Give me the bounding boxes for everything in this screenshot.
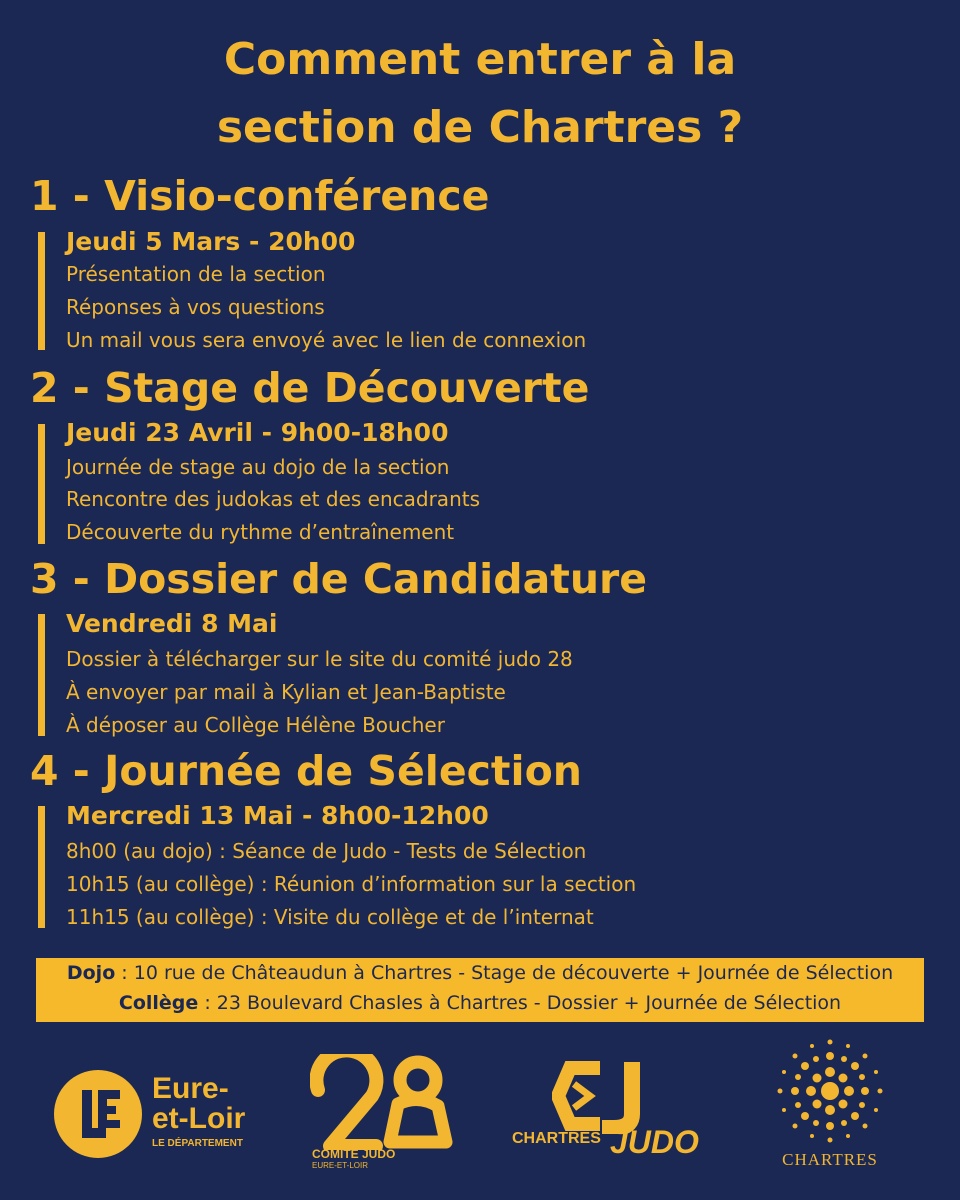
title-line-2: section de Chartres ? xyxy=(216,102,744,153)
eure-et-loir-line2: et-Loir xyxy=(152,1102,246,1135)
section-line: Un mail vous sera envoyé avec le lien de connexion xyxy=(66,328,587,352)
page-title xyxy=(0,26,960,162)
college-text: : 23 Boulevard Chasles à Chartres - Dossier + Journée de Sélection xyxy=(198,992,842,1014)
address-box xyxy=(36,958,924,1022)
section-line: Présentation de la section xyxy=(66,262,326,286)
comite-judo-label: COMITE JUDO xyxy=(312,1147,396,1161)
section-date: Vendredi 8 Mai xyxy=(66,609,278,638)
section-date: Jeudi 5 Mars - 20h00 xyxy=(66,227,356,256)
section-line: Rencontre des judokas et des encadrants xyxy=(66,487,481,511)
comite-judo-logo xyxy=(310,1054,460,1172)
section-date: Jeudi 23 Avril - 9h00-18h00 xyxy=(66,418,449,447)
title-line-1: Comment entrer à la xyxy=(223,34,737,85)
college-label: Collège xyxy=(118,992,199,1014)
eure-et-loir-mark-icon xyxy=(52,1068,144,1160)
chartres-judo-word1: CHARTRES xyxy=(512,1130,601,1147)
section-heading-visio: 1 - Visio-conférence xyxy=(30,172,490,220)
dojo-text: : 10 rue de Châteaudun à Chartres - Stage de découverte + Journée de Sélection xyxy=(115,962,894,984)
section-line: À envoyer par mail à Kylian et Jean-Baptiste xyxy=(66,680,506,704)
dojo-address xyxy=(36,958,924,988)
section-date: Mercredi 13 Mai - 8h00-12h00 xyxy=(66,801,489,830)
section-bar xyxy=(38,232,45,350)
section-heading-selection: 4 - Journée de Sélection xyxy=(30,747,582,795)
section-bar xyxy=(38,424,45,544)
section-line: 10h15 (au collège) : Réunion d’information sur la section xyxy=(66,872,637,896)
chartres-city-logo xyxy=(760,1036,900,1172)
section-line: Journée de stage au dojo de la section xyxy=(66,455,450,479)
dojo-label: Dojo xyxy=(66,962,116,984)
section-bar xyxy=(38,806,45,928)
eure-et-loir-subtitle: LE DÉPARTEMENT xyxy=(152,1138,243,1149)
comite-judo-28-icon xyxy=(310,1054,460,1150)
comite-judo-region: EURE-ET-LOIR xyxy=(312,1161,369,1170)
chartres-rose-window-icon xyxy=(760,1036,900,1146)
chartres-judo-word2: JUDO xyxy=(610,1124,699,1160)
section-bar xyxy=(38,614,45,736)
section-line: Découverte du rythme d’entraînement xyxy=(66,520,455,544)
section-line: À déposer au Collège Hélène Boucher xyxy=(66,713,445,737)
section-line: Réponses à vos questions xyxy=(66,295,325,319)
section-line: 11h15 (au collège) : Visite du collège et de l’internat xyxy=(66,905,594,929)
eure-et-loir-logo xyxy=(52,1068,272,1158)
section-line: 8h00 (au dojo) : Séance de Judo - Tests de Sélection xyxy=(66,839,587,863)
chartres-judo-cj-icon xyxy=(552,1058,662,1134)
section-heading-dossier: 3 - Dossier de Candidature xyxy=(30,555,648,603)
chartres-city-name: CHARTRES xyxy=(782,1150,878,1169)
section-heading-stage: 2 - Stage de Découverte xyxy=(30,364,590,412)
eure-et-loir-line1: Eure- xyxy=(152,1072,229,1105)
section-line: Dossier à télécharger sur le site du comité judo 28 xyxy=(66,647,573,671)
chartres-judo-logo xyxy=(512,1058,712,1163)
college-address xyxy=(36,988,924,1018)
